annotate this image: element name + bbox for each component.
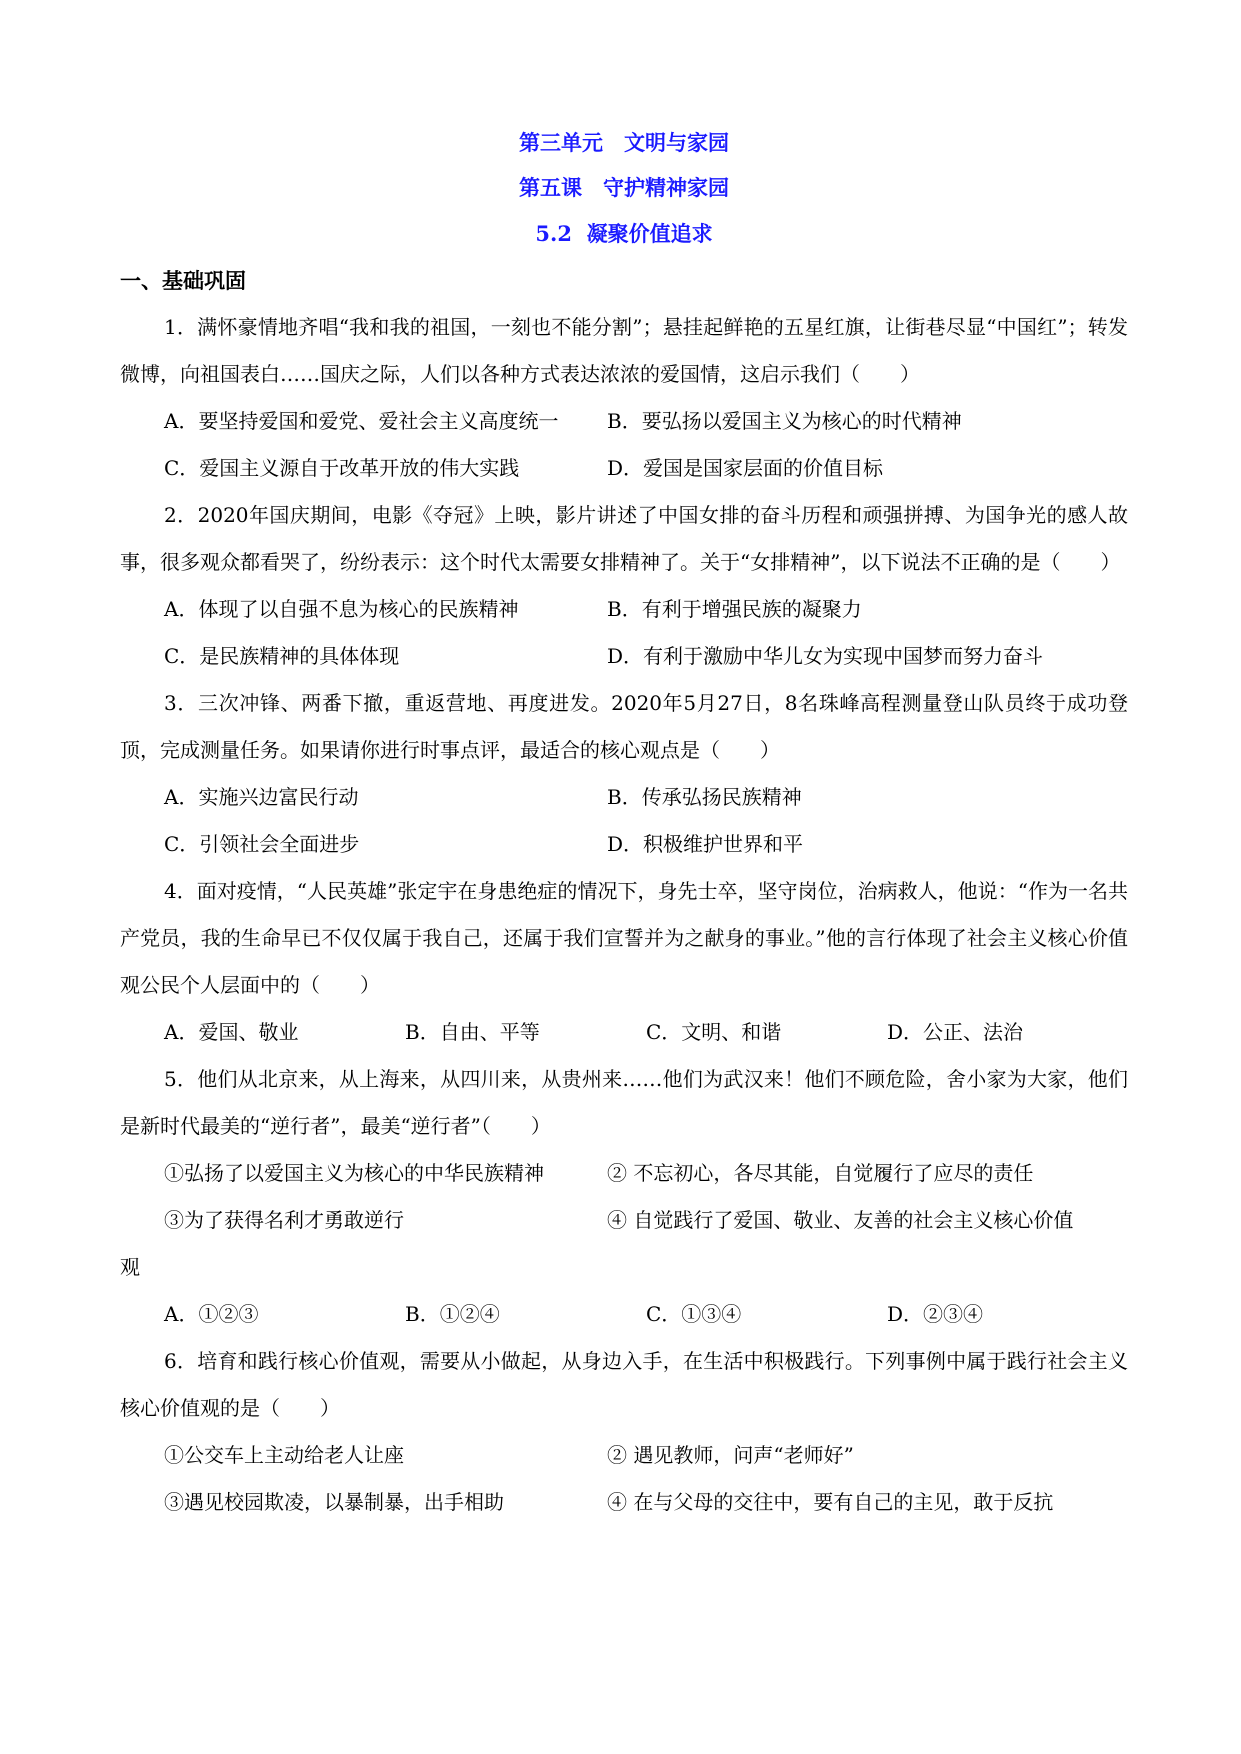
statements-row [120, 1432, 1128, 1479]
statement-3: ③为了获得名利才勇敢逆行 [164, 1208, 404, 1232]
statement-4-continuation: 观 [120, 1255, 140, 1279]
question-6 [120, 1338, 1128, 1526]
statement-1: ①弘扬了以爱国主义为核心的中华民族精神 [164, 1161, 544, 1185]
option-b[interactable]: B．①②④ [405, 1302, 500, 1326]
option-d[interactable]: D．公正、法治 [887, 1020, 1024, 1044]
section-title: 一、基础巩固 [120, 269, 246, 293]
question-stem: 3．三次冲锋、两番下撤，重返营地、再度进发。2020年5月27日，8名珠峰高程测量登山队员终于成功登顶，完成测量任务。如果请你进行时事点评，最适合的核心观点是（ ） [120, 691, 1128, 762]
option-b[interactable]: B．自由、平等 [405, 1020, 540, 1044]
statement-4: ④ 自觉践行了爱国、敬业、友善的社会主义核心价值 [607, 1208, 1074, 1232]
option-c[interactable]: C．引领社会全面进步 [164, 832, 360, 856]
option-a[interactable]: A．要坚持爱国和爱党、爱社会主义高度统一 [164, 409, 559, 433]
options-row [120, 1009, 1128, 1056]
statements-row [120, 1479, 1128, 1526]
statement-2: ② 遇见教师，问声“老师好” [607, 1443, 854, 1467]
option-d[interactable]: D．②③④ [887, 1302, 984, 1326]
options-row [120, 445, 1128, 492]
option-d[interactable]: D．积极维护世界和平 [607, 832, 804, 856]
option-a[interactable]: A．爱国、敬业 [164, 1020, 299, 1044]
statements-row [120, 1197, 1128, 1244]
statement-4: ④ 在与父母的交往中，要有自己的主见，敢于反抗 [607, 1490, 1054, 1514]
option-b[interactable]: B．要弘扬以爱国主义为核心的时代精神 [607, 409, 962, 433]
topic-heading: 5.2 凝聚价值追求 [535, 221, 713, 246]
option-c[interactable]: C．①③④ [646, 1302, 742, 1326]
statement-1: ①公交车上主动给老人让座 [164, 1443, 404, 1467]
question-1 [120, 304, 1128, 492]
question-stem: 5．他们从北京来，从上海来，从四川来，从贵州来……他们为武汉来！他们不顾危险，舍小家为大家，他们是新时代最美的“逆行者”，最美“逆行者”（ ） [120, 1067, 1128, 1138]
statement-3: ③遇见校园欺凌，以暴制暴，出手相助 [164, 1490, 504, 1514]
statement-2: ② 不忘初心，各尽其能，自觉履行了应尽的责任 [607, 1161, 1034, 1185]
options-row [120, 398, 1128, 445]
options-row [120, 774, 1128, 821]
question-stem: 2．2020年国庆期间，电影《夺冠》上映，影片讲述了中国女排的奋斗历程和顽强拼搏、为国争光的感人故事，很多观众都看哭了，纷纷表示：这个时代太需要女排精神了。关于“女排精神”，以下说法不正确的是（ ） [120, 503, 1128, 574]
options-row [120, 633, 1128, 680]
option-c[interactable]: C．文明、和谐 [646, 1020, 782, 1044]
option-b[interactable]: B．传承弘扬民族精神 [607, 785, 802, 809]
option-a[interactable]: A．实施兴边富民行动 [164, 785, 359, 809]
unit-heading: 第三单元 文明与家园 [519, 131, 729, 155]
question-stem: 4．面对疫情，“人民英雄”张定宇在身患绝症的情况下，身先士卒，坚守岗位，治病救人，他说：“作为一名共产党员，我的生命早已不仅仅属于我自己，还属于我们宣誓并为之献身的事业。”他的言行体现了社会主义核心价值观公民个人层面中的（ ） [120, 879, 1128, 997]
question-stem: 6．培育和践行核心价值观，需要从小做起，从身边入手，在生活中积极践行。下列事例中属于践行社会主义核心价值观的是（ ） [120, 1349, 1128, 1420]
question-2 [120, 492, 1128, 680]
lesson-heading: 第五课 守护精神家园 [519, 176, 729, 200]
statements-row [120, 1150, 1128, 1197]
question-stem: 1．满怀豪情地齐唱“我和我的祖国，一刻也不能分割”；悬挂起鲜艳的五星红旗，让街巷尽显“中国红”；转发微博，向祖国表白……国庆之际，人们以各种方式表达浓浓的爱国情，这启示我们（ ） [120, 315, 1128, 386]
options-row [120, 821, 1128, 868]
option-d[interactable]: D．有利于激励中华儿女为实现中国梦而努力奋斗 [607, 644, 1044, 668]
question-3 [120, 680, 1128, 868]
option-c[interactable]: C．是民族精神的具体体现 [164, 644, 400, 668]
question-4 [120, 868, 1128, 1056]
option-a[interactable]: A．体现了以自强不息为核心的民族精神 [164, 597, 519, 621]
options-row [120, 1291, 1128, 1338]
options-row [120, 586, 1128, 633]
option-c[interactable]: C．爱国主义源自于改革开放的伟大实践 [164, 456, 520, 480]
option-b[interactable]: B．有利于增强民族的凝聚力 [607, 597, 862, 621]
option-a[interactable]: A．①②③ [164, 1302, 259, 1326]
option-d[interactable]: D．爱国是国家层面的价值目标 [607, 456, 884, 480]
question-5 [120, 1056, 1128, 1338]
